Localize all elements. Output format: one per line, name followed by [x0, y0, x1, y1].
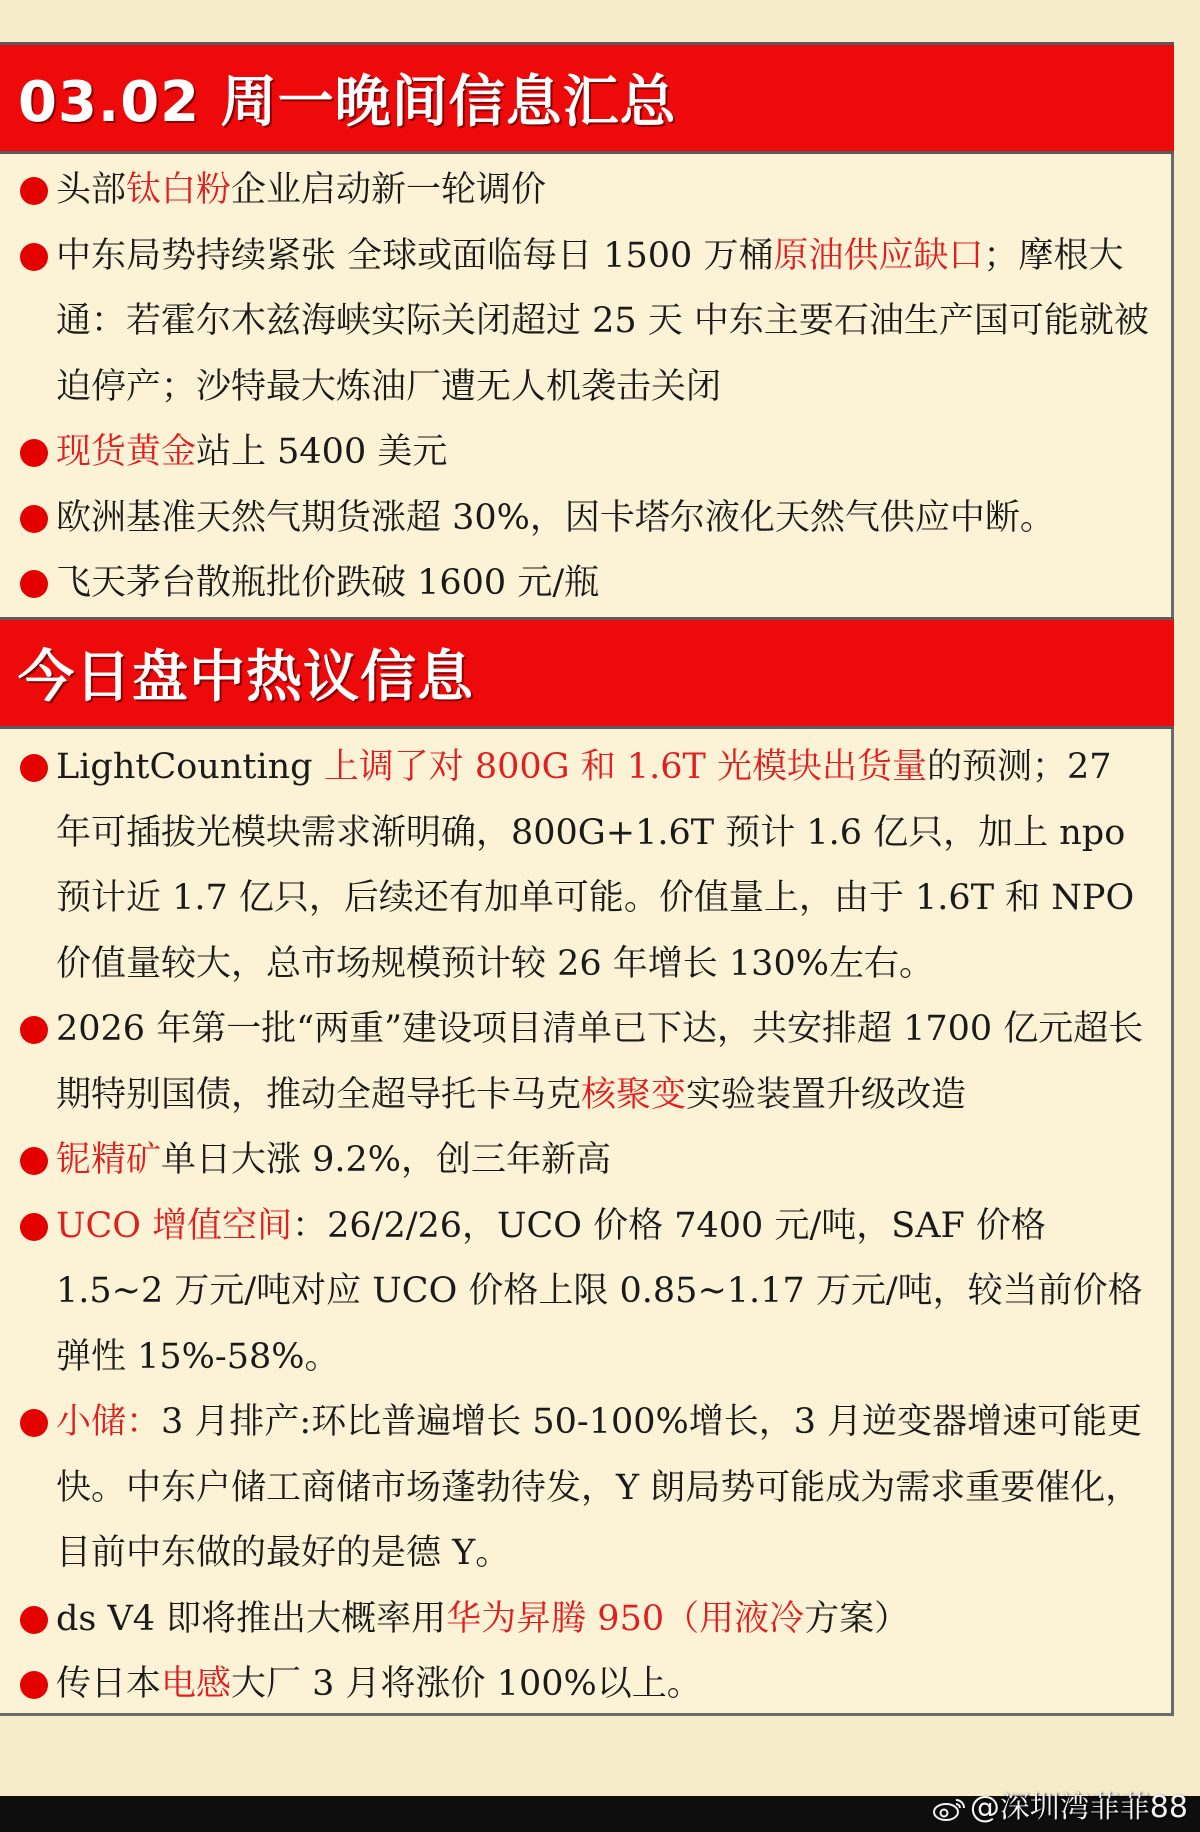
bullet-icon — [20, 1606, 48, 1634]
news-text: LightCounting — [56, 747, 324, 787]
news-item — [0, 1128, 1174, 1194]
highlight-text: 电感 — [161, 1664, 232, 1704]
bullet-icon — [20, 570, 48, 598]
bullet-icon — [20, 1213, 48, 1241]
section-title-evening: 03.02 周一晚间信息汇总 — [18, 70, 677, 135]
intraday-news-list — [0, 735, 1174, 1718]
evening-news-list — [0, 158, 1174, 617]
news-item — [0, 1652, 1174, 1718]
news-text: ；摩根大通：若霍尔木兹海峡实际关闭超过 25 天 中东主要石油生产国可能就被迫停产；沙特最大炼油厂遭无人机袭击关闭 — [56, 235, 1149, 407]
news-item — [0, 1194, 1174, 1391]
highlight-text: 原油供应缺口 — [773, 235, 984, 276]
news-item — [0, 1390, 1174, 1587]
section-banner-evening — [0, 42, 1174, 154]
news-item — [0, 997, 1174, 1128]
news-text: 3 月排产:环比普遍增长 50-100%增长，3 月逆变器增速可能更快。中东户储工商储市场蓬勃待发，Y 朗局势可能成为需求重要催化，目前中东做的最好的是德 Y。 — [56, 1402, 1143, 1573]
bullet-icon — [20, 439, 48, 467]
highlight-text: 铌精矿 — [56, 1140, 162, 1180]
bullet-icon — [20, 177, 48, 205]
news-card — [0, 42, 1174, 1716]
highlight-text: 现货黄金 — [56, 432, 197, 472]
news-item — [0, 1587, 1174, 1653]
highlight-text: 上调了对 800G 和 1.6T 光模块出货量 — [323, 747, 927, 787]
bullet-icon — [20, 505, 48, 533]
news-text: 方案） — [804, 1598, 910, 1639]
weibo-icon — [932, 1796, 966, 1822]
news-text: ：26/2/26，UCO 价格 7400 元/吨，SAF 价格 1.5~2 万元/吨对应 UCO 价格上限 0.85~1.17 万元/吨，较当前价格弹性 15%-58%。 — [56, 1205, 1143, 1377]
news-text: 实验装置升级改造 — [686, 1074, 967, 1115]
news-item — [0, 486, 1174, 552]
news-text: 传日本 — [56, 1664, 162, 1704]
highlight-text: UCO 增值空间 — [56, 1205, 293, 1246]
news-text: 单日大涨 9.2%，创三年新高 — [161, 1140, 612, 1180]
news-text: 大厂 3 月将涨价 100%以上。 — [231, 1664, 702, 1704]
news-item — [0, 735, 1174, 997]
news-item — [0, 420, 1174, 486]
watermark-text: @深圳湾菲菲88 — [969, 1790, 1188, 1825]
news-item — [0, 224, 1174, 421]
news-item — [0, 158, 1174, 224]
highlight-text: 华为昇腾 950（用液冷 — [446, 1598, 805, 1639]
bullet-icon — [20, 1671, 48, 1699]
watermark — [932, 1782, 1188, 1826]
news-text: 欧洲基准天然气期货涨超 30%，因卡塔尔液化天然气供应中断。 — [56, 497, 1055, 538]
news-text: 的预测；27 年可插拔光模块需求渐明确，800G+1.6T 预计 1.6 亿只，加上 npo 预计近 1.7 亿只，后续还有加单可能。价值量上，由于 1.6T 和 NPO 价值量较大，总市场规模预计较 26 年增长 130%左右。 — [56, 747, 1135, 984]
section-banner-intraday — [0, 617, 1174, 729]
news-text: 2026 年第一批“两重”建设项目清单已下达，共安排超 1700 亿元超长期特别国债，推动全超导托卡马克 — [56, 1009, 1144, 1115]
news-text: 企业启动新一轮调价 — [231, 170, 547, 210]
section-title-intraday: 今日盘中热议信息 — [18, 645, 474, 710]
news-text: ds V4 即将推出大概率用 — [56, 1598, 447, 1639]
news-item — [0, 551, 1174, 617]
bullet-icon — [20, 1147, 48, 1175]
highlight-text: 小储： — [56, 1402, 162, 1442]
highlight-text: 核聚变 — [581, 1074, 687, 1115]
bullet-icon — [20, 1409, 48, 1437]
news-text: 中东局势持续紧张 全球或面临每日 1500 万桶 — [56, 235, 774, 276]
news-text: 飞天茅台散瓶批价跌破 1600 元/瓶 — [56, 563, 600, 603]
bullet-icon — [20, 243, 48, 271]
bullet-icon — [20, 1016, 48, 1044]
news-text: 站上 5400 美元 — [196, 432, 448, 472]
bullet-icon — [20, 754, 48, 782]
highlight-text: 钛白粉 — [126, 170, 232, 210]
news-text: 头部 — [56, 170, 127, 210]
